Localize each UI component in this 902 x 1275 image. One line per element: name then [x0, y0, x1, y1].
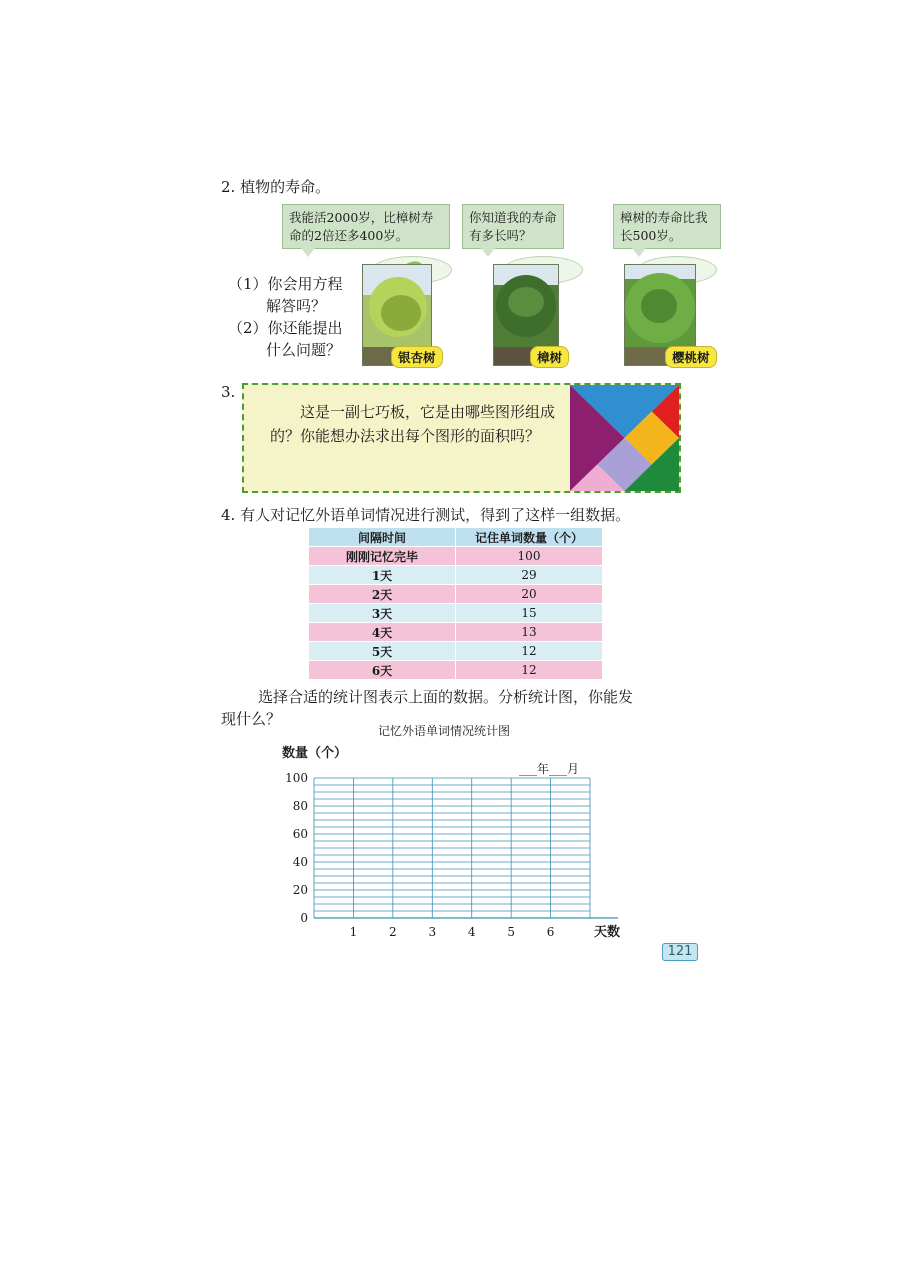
chart-title: 记忆外语单词情况统计图: [378, 724, 511, 738]
speech-bubble-camphor: 你知道我的寿命有多长吗？: [462, 204, 564, 249]
line-chart-grid: [270, 770, 640, 945]
q2-question-2-cont: 什么问题？: [266, 341, 342, 359]
x-tick-label: 3: [428, 925, 437, 939]
table-cell: 20: [456, 585, 603, 604]
table-cell: 3天: [309, 604, 456, 623]
tree-label-ginkgo: 银杏树: [391, 346, 443, 368]
speech-bubble-cherry: 樟树的寿命比我长500岁。: [613, 204, 721, 249]
x-axis-label: 天数: [593, 925, 620, 940]
x-tick-label: 5: [507, 925, 515, 939]
table-header-row: [309, 528, 603, 547]
table-row: [309, 547, 603, 566]
q2-question-1: （1）你会用方程: [228, 275, 343, 293]
table-cell: 13: [456, 623, 603, 642]
table-cell: 15: [456, 604, 603, 623]
y-tick-label: 0: [300, 911, 308, 925]
table-row: [309, 623, 603, 642]
table-cell: 2天: [309, 585, 456, 604]
table-row: [309, 661, 603, 680]
x-tick-label: 6: [546, 925, 555, 939]
speech-bubble-ginkgo: 我能活2000岁，比樟树寿命的2倍还多400岁。: [282, 204, 450, 249]
question-4-task-line2: 现什么？: [221, 710, 282, 728]
q2-subquestions: [228, 273, 358, 361]
tree-label-camphor: 樟树: [530, 346, 569, 368]
question-4-task-line1: 选择合适的统计图表示上面的数据。分析统计图，你能发: [258, 688, 634, 706]
question-4-intro: 4. 有人对记忆外语单词情况进行测试，得到了这样一组数据。: [221, 506, 631, 524]
table-cell: 5天: [309, 642, 456, 661]
table-cell: 12: [456, 661, 603, 680]
question-2-title: 2. 植物的寿命。: [221, 178, 331, 196]
memory-data-table: [308, 527, 603, 680]
q2-question-1-cont: 解答吗？: [266, 297, 327, 315]
table-cell: 29: [456, 566, 603, 585]
page-number: 121: [662, 943, 698, 961]
x-tick-label: 4: [467, 925, 476, 939]
table-cell: 1天: [309, 566, 456, 585]
table-row: [309, 642, 603, 661]
question-3-number: 3.: [221, 383, 236, 401]
y-tick-label: 80: [292, 799, 308, 813]
tangram-image: [570, 385, 679, 491]
table-cell: 6天: [309, 661, 456, 680]
y-tick-label: 60: [292, 827, 308, 841]
table-cell: 100: [456, 547, 603, 566]
x-tick-label: 1: [349, 925, 358, 939]
table-cell: 12: [456, 642, 603, 661]
table-row: [309, 566, 603, 585]
chart-y-axis-label: 数量（个）: [282, 746, 348, 761]
chart-date-blank: ___年___月: [519, 762, 580, 776]
tree-label-cherry: 樱桃树: [665, 346, 717, 368]
table-cell: 4天: [309, 623, 456, 642]
y-tick-label: 100: [285, 771, 308, 785]
table-header-count: 记住单词数量（个）: [456, 528, 603, 547]
table-row: [309, 604, 603, 623]
table-header-interval: 间隔时间: [309, 528, 456, 547]
table-cell: 刚刚记忆完毕: [309, 547, 456, 566]
x-tick-label: 2: [389, 925, 397, 939]
y-tick-label: 40: [292, 855, 308, 869]
question-3-text: 这是一副七巧板，它是由哪些图形组成的？你能想办法求出每个图形的面积吗？: [270, 403, 556, 445]
q2-question-2: （2）你还能提出: [228, 319, 343, 337]
table-row: [309, 585, 603, 604]
y-tick-label: 20: [292, 883, 308, 897]
